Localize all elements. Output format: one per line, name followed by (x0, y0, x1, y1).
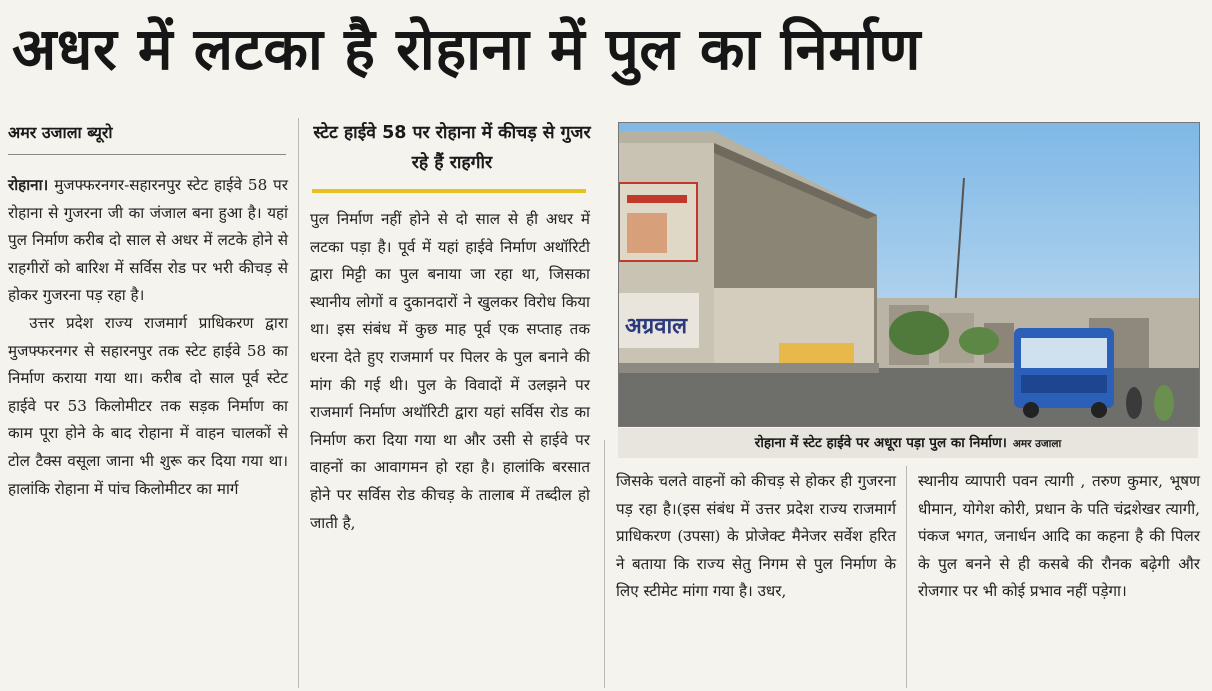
byline: अमर उजाला ब्यूरो (8, 118, 286, 155)
wall-sign-text: अग्रवाल (625, 314, 688, 339)
column-divider (906, 466, 907, 688)
column-divider (604, 440, 605, 688)
news-photo (618, 122, 1200, 427)
bridge-photo-illustration (619, 123, 1199, 426)
column-4 (918, 468, 1200, 684)
column-4-paragraph-1: स्थानीय व्यापारी पवन त्यागी , तरुण कुमार, भूषण धीमान, योगेश कोरी, प्रधान के पति चंद्रशेखर त्यागी, पंकज भगत, जनार्धन आदि का कहना है की पिलर के पुल बनने से ही कसबे की रौनक बढ़ेगी और रोजगार पर भी कोई प्रभाव नहीं पड़ेगा। (918, 472, 1200, 601)
subheadline: स्टेट हाईवे 58 पर रोहाना में कीचड़ से गुजर रहे हैं राहगीर (313, 123, 591, 173)
dateline: रोहाना। (8, 176, 49, 194)
headline: अधर में लटका है रोहाना में पुल का निर्माण (12, 15, 921, 83)
photo-caption (618, 428, 1198, 458)
column-1-paragraph-1 (8, 172, 288, 310)
column-1 (8, 172, 288, 684)
subheadline-accent-bar (312, 189, 586, 193)
column-2 (310, 206, 590, 684)
column-1-text-1: मुजफ्फरनगर-सहारनपुर स्टेट हाईवे 58 पर रोहाना से गुजरना जी का जंजाल बना हुआ है। यहां पुल निर्माण करीब दो साल से अधर में लटके होने से राहगीरों को बारिश में सर्विस रोड पर भरी कीचड़ से होकर गुजरना पड़ रहा है। (8, 176, 289, 305)
column-3-paragraph-1: जिसके चलते वाहनों को कीचड़ से होकर ही गुजरना पड़ रहा है।(इस संबंध में उत्तर प्रदेश राज्य राजमार्ग प्राधिकरण (उपसा) के प्रोजेक्ट मैनेजर सर्वेश हरित ने बताया कि राज्य सेतु निगम से पुल निर्माण के लिए स्टीमेट मांगा गया है। उधर, (616, 472, 896, 601)
column-divider (298, 118, 299, 688)
caption-text: रोहाना में स्टेट हाईवे पर अधूरा पड़ा पुल का निर्माण। (754, 435, 1007, 451)
column-3 (616, 468, 896, 684)
column-2-paragraph-1: पुल निर्माण नहीं होने से दो साल से ही अधर में लटका पड़ा है। पूर्व में यहां हाईवे निर्माण अथॉरिटी द्वारा मिट्टी का पुल बनाया जा रहा था, जिसका स्थानीय लोगों व दुकानदारों ने खुलकर विरोध किया था। इस संबंध में कुछ माह पूर्व एक सप्ताह तक धरना देते हुए राजमार्ग पर पिलर के पुल बनाने की मांग की गई थी। पुल के विवादों में उलझने पर राजमार्ग निर्माण अथॉरिटी द्वारा यहां सर्विस रोड का निर्माण करा दिया गया था और उसी से हाईवे पर वाहनों का आवागमन हो रहा है। हालांकि बरसात होने पर सर्विस रोड कीचड़ के तालाब में तब्दील हो जाती है, (310, 210, 590, 532)
column-1-paragraph-2: उत्तर प्रदेश राज्य राजमार्ग प्राधिकरण द्वारा मुजफ्फरनगर से सहारनपुर तक स्टेट हाईवे 58 का निर्माण कराया गया था। करीब दो साल पूर्व स्टेट हाईवे पर 53 किलोमीटर तक सड़क निर्माण का काम पूरा होने के बाद रोहाना में वाहन चालकों से टोल टैक्स वसूला जाना भी शुरू कर दिया गया था। हालांकि रोहाना में पांच किलोमीटर का मार्ग (8, 313, 288, 498)
photo-credit: अमर उजाला (1012, 438, 1062, 450)
